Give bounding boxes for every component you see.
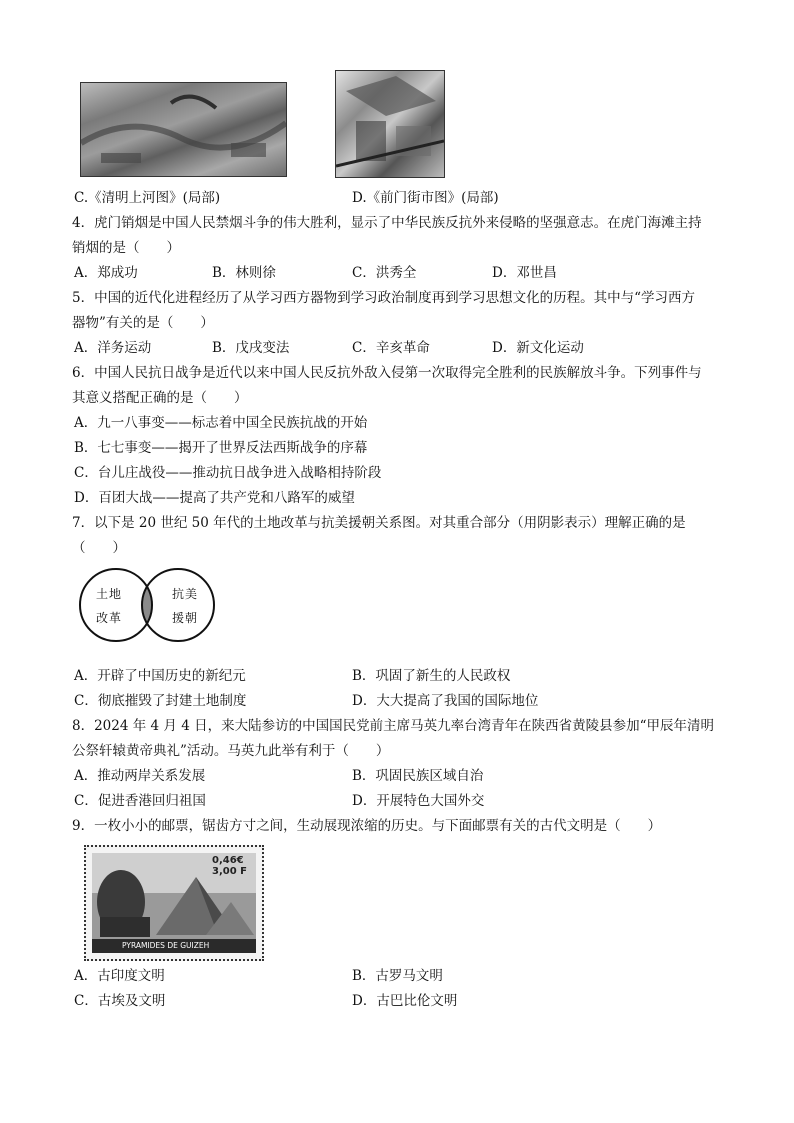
q9-option-c[interactable]: C．古埃及文明 xyxy=(74,993,166,1009)
qingming-painting-image xyxy=(80,82,287,177)
q5-stem-line2: 器物”有关的是（ ） xyxy=(72,315,214,331)
venn-right-label-2: 援朝 xyxy=(172,611,199,625)
q3-option-c[interactable]: C.《清明上河图》(局部) xyxy=(74,190,221,206)
q5-stem-line1: 5．中国的近代化进程经历了从学习西方器物到学习政治制度再到学习思想文化的历程。其中与“学习西方 xyxy=(72,290,695,306)
venn-left-label-2: 改革 xyxy=(96,611,123,625)
q8-option-d[interactable]: D．开展特色大国外交 xyxy=(352,793,485,809)
venn-diagram-svg xyxy=(78,565,218,645)
qianmen-street-image xyxy=(335,70,445,178)
q3-option-d[interactable]: D.《前门街市图》(局部) xyxy=(352,190,499,206)
qingming-painting-art xyxy=(81,83,286,176)
q8-option-b[interactable]: B．巩固民族区域自治 xyxy=(352,768,484,784)
stamp-value-franc: 3,00 F xyxy=(212,866,247,877)
q4-stem-line1: 4．虎门销烟是中国人民禁烟斗争的伟大胜利，显示了中华民族反抗外来侵略的坚强意志。在虎门海滩主持 xyxy=(72,215,702,231)
q6-option-b[interactable]: B．七七事变——揭开了世界反法西斯战争的序幕 xyxy=(74,440,368,456)
q9-option-d[interactable]: D．古巴比伦文明 xyxy=(352,993,458,1009)
stamp-caption: PYRAMIDES DE GUIZEH xyxy=(122,941,210,950)
venn-right-label-1: 抗美 xyxy=(172,587,199,601)
q8-option-c[interactable]: C．促进香港回归祖国 xyxy=(74,793,206,809)
q4-option-d[interactable]: D．邓世昌 xyxy=(492,265,557,281)
q8-option-a[interactable]: A．推动两岸关系发展 xyxy=(74,768,206,784)
pyramid-stamp xyxy=(84,845,264,961)
q6-option-d[interactable]: D．百团大战——提高了共产党和八路军的威望 xyxy=(74,490,355,506)
q6-stem-line2: 其意义搭配正确的是（ ） xyxy=(72,390,248,406)
q9-option-b[interactable]: B．古罗马文明 xyxy=(352,968,443,984)
q5-option-d[interactable]: D．新文化运动 xyxy=(492,340,584,356)
q7-option-d[interactable]: D．大大提高了我国的国际地位 xyxy=(352,693,539,709)
q8-stem-line2: 公祭轩辕黄帝典礼”活动。马英九此举有利于（ ） xyxy=(72,743,390,759)
q7-option-c[interactable]: C．彻底摧毁了封建土地制度 xyxy=(74,693,247,709)
q7-stem-line2: （ ） xyxy=(72,540,126,556)
q9-option-a[interactable]: A．古印度文明 xyxy=(74,968,165,984)
stamp-value-euro: 0,46€ xyxy=(212,855,244,866)
q9-stem-line1: 9．一枚小小的邮票，锯齿方寸之间，生动展现浓缩的历史。与下面邮票有关的古代文明是（ ） xyxy=(72,818,662,834)
q4-stem-line2: 销烟的是（ ） xyxy=(72,240,180,256)
q8-stem-line1: 8．2024 年 4 月 4 日，来大陆参访的中国国民党前主席马英九率台湾青年在陕西省黄陵县参加“甲辰年清明 xyxy=(72,718,714,734)
q4-option-a[interactable]: A．郑成功 xyxy=(74,265,138,281)
q5-option-b[interactable]: B．戊戌变法 xyxy=(212,340,290,356)
q6-option-c[interactable]: C．台儿庄战役——推动抗日战争进入战略相持阶段 xyxy=(74,465,382,481)
venn-left-label-1: 土地 xyxy=(96,587,123,601)
q5-option-c[interactable]: C．辛亥革命 xyxy=(352,340,430,356)
q7-stem-line1: 7．以下是 20 世纪 50 年代的土地改革与抗美援朝关系图。对其重合部分（用阴影表示）理解正确的是 xyxy=(72,515,686,531)
q4-option-b[interactable]: B．林则徐 xyxy=(212,265,276,281)
q5-option-a[interactable]: A．洋务运动 xyxy=(74,340,152,356)
q6-option-a[interactable]: A．九一八事变——标志着中国全民族抗战的开始 xyxy=(74,415,368,431)
q4-option-c[interactable]: C．洪秀全 xyxy=(352,265,417,281)
qianmen-street-art xyxy=(336,71,444,177)
q7-option-a[interactable]: A．开辟了中国历史的新纪元 xyxy=(74,668,246,684)
q7-option-b[interactable]: B．巩固了新生的人民政权 xyxy=(352,668,511,684)
q6-stem-line1: 6．中国人民抗日战争是近代以来中国人民反抗外敌入侵第一次取得完全胜利的民族解放斗争。下列事件与 xyxy=(72,365,702,381)
venn-diagram xyxy=(78,565,218,645)
